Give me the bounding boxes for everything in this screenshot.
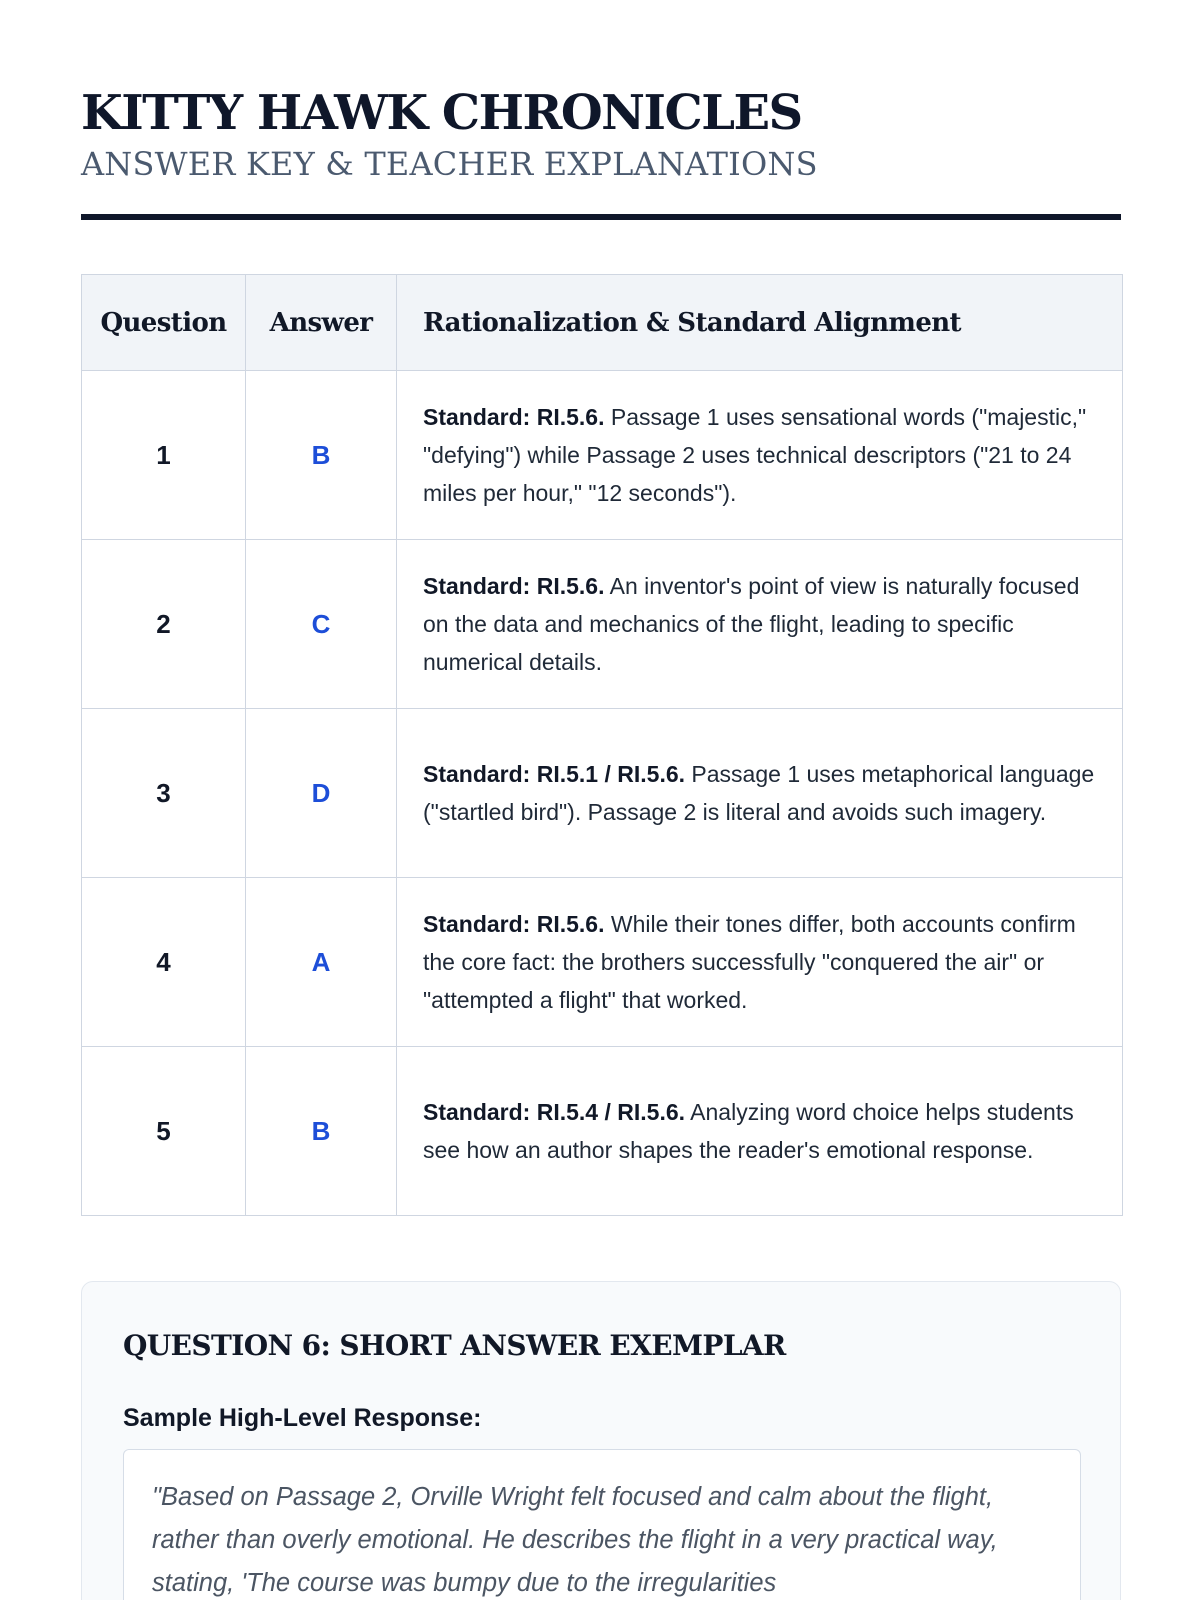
rationale-cell (397, 878, 1123, 1047)
question-number: 1 (82, 371, 246, 540)
column-header-rationale: Rationalization & Standard Alignment (397, 275, 1123, 371)
sample-response-text: "Based on Passage 2, Orville Wright felt focused and calm about the flight, rather than overly emotional. He describes the flight in a very practical way, stating, 'The course was bumpy due to the irregularities (123, 1449, 1081, 1600)
table-row (82, 371, 1123, 540)
page-title: KITTY HAWK CHRONICLES (81, 85, 802, 141)
table-row (82, 540, 1123, 709)
rationale-text: Passage 1 uses metaphorical language ("startled bird"). Passage 2 is literal and avoids such imagery. (423, 761, 1095, 825)
answer-letter: C (246, 540, 397, 709)
question-number: 4 (82, 878, 246, 1047)
sample-response-label: Sample High-Level Response: (123, 1404, 482, 1432)
question-number: 2 (82, 540, 246, 709)
column-header-answer: Answer (246, 275, 397, 371)
rationale-text: An inventor's point of view is naturally focused on the data and mechanics of the flight, leading to specific numerical details. (423, 573, 1080, 675)
answer-letter: A (246, 878, 397, 1047)
rationale-cell (397, 371, 1123, 540)
answer-letter: B (246, 371, 397, 540)
table-row (82, 709, 1123, 878)
standard-label: Standard: RI.5.6. (423, 404, 605, 430)
question-number: 5 (82, 1047, 246, 1216)
rationale-text: While their tones differ, both accounts confirm the core fact: the brothers successfully "conquered the air" or "attempted a flight" that worked. (423, 911, 1076, 1013)
table-header-row (82, 275, 1123, 371)
rationale-cell (397, 709, 1123, 878)
exemplar-heading: QUESTION 6: SHORT ANSWER EXEMPLAR (123, 1329, 786, 1362)
table-row (82, 878, 1123, 1047)
short-answer-exemplar-panel (81, 1281, 1121, 1600)
rationale-cell (397, 540, 1123, 709)
rationale-text: Passage 1 uses sensational words ("majestic," "defying") while Passage 2 uses technical descriptors ("21 to 24 miles per hour," "12 seconds"). (423, 404, 1087, 506)
rationale-text: Analyzing word choice helps students see how an author shapes the reader's emotional response. (423, 1099, 1074, 1163)
standard-label: Standard: RI.5.4 / RI.5.6. (423, 1099, 686, 1125)
rationale-cell (397, 1047, 1123, 1216)
answer-letter: D (246, 709, 397, 878)
answer-letter: B (246, 1047, 397, 1216)
page-subtitle: ANSWER KEY & TEACHER EXPLANATIONS (81, 145, 818, 183)
table-row (82, 1047, 1123, 1216)
title-divider (81, 214, 1121, 220)
standard-label: Standard: RI.5.6. (423, 573, 605, 599)
question-number: 3 (82, 709, 246, 878)
column-header-question: Question (82, 275, 246, 371)
standard-label: Standard: RI.5.1 / RI.5.6. (423, 761, 686, 787)
standard-label: Standard: RI.5.6. (423, 911, 605, 937)
answer-key-table (81, 274, 1123, 1216)
